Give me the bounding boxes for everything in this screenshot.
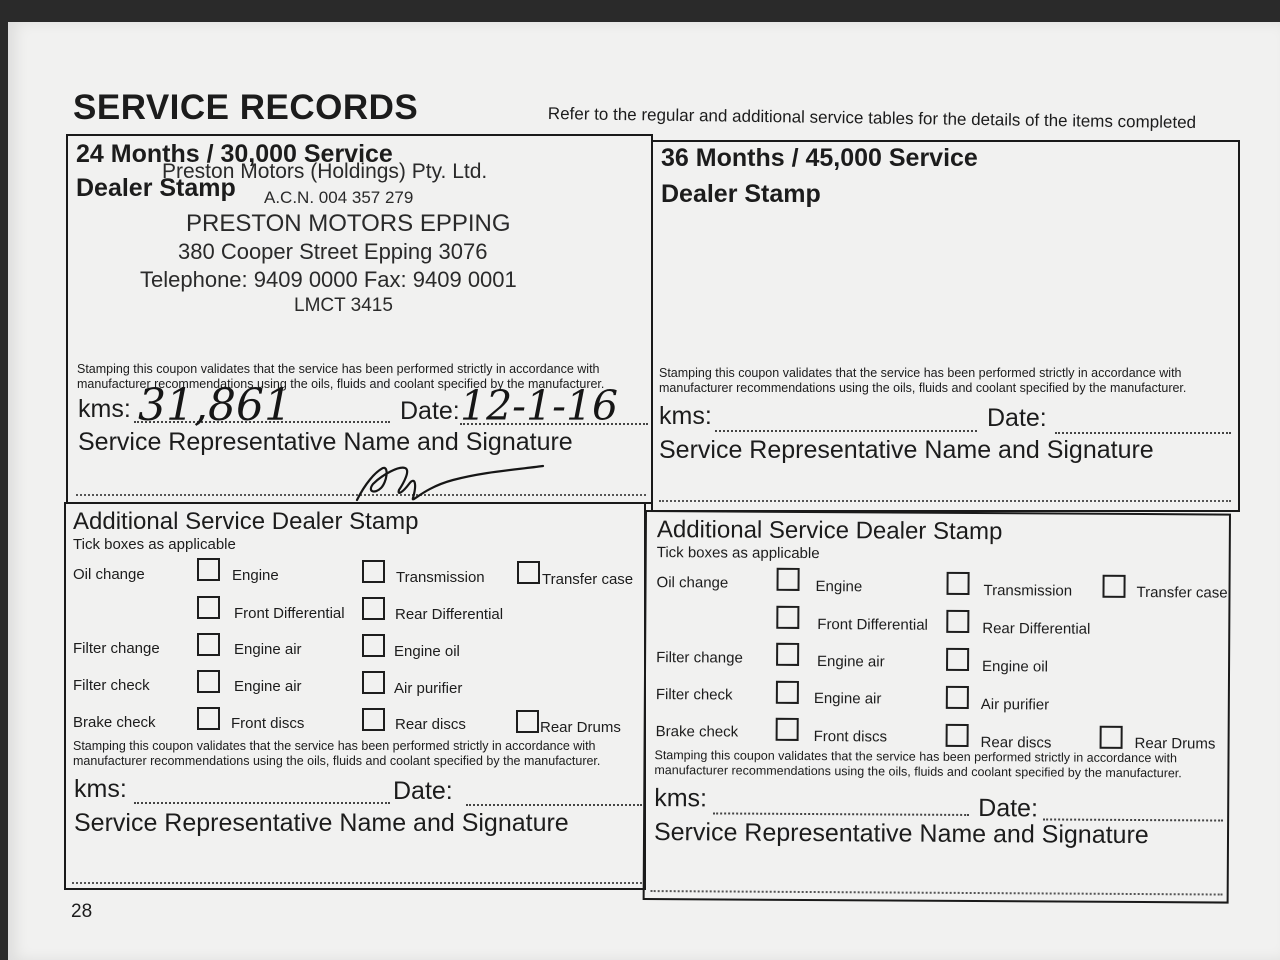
label-transmission: Transmission (396, 569, 485, 586)
checkbox-transmission[interactable] (946, 572, 969, 595)
dealer-stamp-heading: Dealer Stamp (661, 180, 821, 208)
validation-notice: Stamping this coupon validates that the service has been performed strictly in accordance with manufacturer recommendations using the oils, fluids and coolant specified by the manufacturer. (73, 739, 601, 768)
additional-service-card-right (643, 510, 1231, 904)
checkbox-engine-air-check[interactable] (776, 681, 799, 704)
label-engine-air: Engine air (813, 690, 882, 708)
label-engine-oil: Engine oil (394, 643, 460, 660)
rep-signature-label: Service Representative Name and Signature (659, 436, 1154, 464)
checkbox-engine[interactable] (777, 568, 800, 591)
label-transfer-case: Transfer case (542, 571, 634, 588)
row-oil-change: Oil change (73, 566, 145, 583)
rep-signature-label: Service Representative Name and Signature (653, 818, 1149, 850)
checkbox-front-discs[interactable] (776, 718, 799, 741)
label-engine-oil: Engine oil (981, 658, 1048, 676)
checkbox-engine-air-check[interactable] (197, 670, 220, 693)
kms-label: kms: (659, 402, 712, 430)
page-instruction-note: Refer to the regular and additional service tables for the details of the items completed (547, 104, 1197, 133)
validation-notice: Stamping this coupon validates that the service has been performed strictly in accordance with manufacturer recommendations using the oils, fluids and coolant specified by the manufacturer. (659, 366, 1187, 395)
kms-input-line[interactable] (715, 430, 977, 432)
page-title: SERVICE RECORDS (73, 88, 419, 127)
signature-line[interactable] (659, 500, 1231, 502)
label-engine-air: Engine air (234, 678, 302, 695)
date-handwritten-value: 12-1-16 (460, 382, 619, 430)
label-engine-air: Engine air (234, 641, 302, 658)
label-rear-drums: Rear Drums (540, 719, 621, 736)
rep-signature-label: Service Representative Name and Signature (78, 428, 573, 456)
date-label: Date: (978, 794, 1039, 823)
checkbox-rear-discs[interactable] (362, 708, 385, 731)
checkbox-rear-drums[interactable] (1100, 726, 1123, 749)
kms-input-line[interactable] (134, 802, 390, 804)
label-front-discs: Front discs (231, 715, 305, 732)
validation-notice: Stamping this coupon validates that the service has been performed strictly in accordance with manufacturer recommendations using the oils, fluids and coolant specified by the manufacturer. (77, 362, 605, 391)
row-brake-check: Brake check (73, 714, 156, 731)
checkbox-engine-oil[interactable] (362, 634, 385, 657)
checkbox-transmission[interactable] (362, 560, 385, 583)
tick-note: Tick boxes as applicable (656, 544, 820, 563)
checkbox-front-differential[interactable] (197, 596, 220, 619)
checkbox-rear-differential[interactable] (362, 597, 385, 620)
label-engine: Engine (815, 578, 863, 596)
label-rear-differential: Rear Differential (982, 620, 1091, 638)
kms-handwritten-value: 31,861 (138, 380, 292, 431)
checkbox-rear-drums[interactable] (516, 710, 539, 733)
label-rear-drums: Rear Drums (1134, 734, 1216, 753)
stamp-lmct: LMCT 3415 (294, 295, 393, 316)
checkbox-front-discs[interactable] (197, 707, 220, 730)
checkbox-rear-differential[interactable] (946, 610, 969, 633)
dealer-stamp-heading: Dealer Stamp (76, 174, 236, 202)
date-label: Date: (400, 397, 460, 425)
signature-line[interactable] (72, 882, 642, 884)
date-input-line[interactable] (1055, 432, 1231, 434)
checkbox-engine-air-change[interactable] (197, 633, 220, 656)
additional-service-card-left (64, 502, 646, 890)
kms-label: kms: (78, 395, 131, 423)
label-front-differential: Front Differential (817, 616, 928, 634)
label-engine-air: Engine air (817, 653, 885, 671)
label-rear-differential: Rear Differential (395, 606, 504, 623)
stamp-acn: A.C.N. 004 357 279 (264, 188, 414, 207)
service-36-months-card (651, 140, 1240, 512)
kms-label: kms: (654, 784, 708, 813)
checkbox-transfer-case[interactable] (1102, 575, 1125, 598)
kms-input-line[interactable] (713, 812, 969, 816)
stamp-company: Preston Motors (Holdings) Pty. Ltd. (162, 160, 488, 183)
date-label: Date: (987, 404, 1047, 432)
additional-title: Additional Service Dealer Stamp (73, 508, 419, 535)
page-number: 28 (71, 901, 93, 922)
label-front-discs: Front discs (813, 728, 888, 746)
tick-note: Tick boxes as applicable (73, 536, 236, 553)
signature-line[interactable] (651, 890, 1223, 895)
row-filter-check: Filter check (73, 677, 150, 694)
stamp-phone: Telephone: 9409 0000 Fax: 9409 0001 (140, 267, 517, 292)
label-air-purifier: Air purifier (980, 696, 1050, 714)
row-filter-change: Filter change (73, 640, 160, 657)
checkbox-rear-discs[interactable] (946, 724, 969, 747)
row-brake-check: Brake check (655, 723, 739, 741)
validation-notice: Stamping this coupon validates that the service has been performed strictly in accordance with manufacturer recommendations using the oils, fluids and coolant specified by the manufacturer. (654, 748, 1182, 781)
checkbox-front-differential[interactable] (776, 606, 799, 629)
service-36-title: 36 Months / 45,000 Service (661, 144, 978, 172)
date-input-line[interactable] (466, 804, 642, 806)
service-24-months-card (66, 134, 653, 504)
checkbox-engine-air-change[interactable] (776, 643, 799, 666)
label-transmission: Transmission (983, 582, 1073, 600)
checkbox-transfer-case[interactable] (517, 561, 540, 584)
row-oil-change: Oil change (656, 574, 729, 592)
stamp-dealer-name: PRESTON MOTORS EPPING (186, 210, 511, 237)
service-24-title: 24 Months / 30,000 Service (76, 140, 393, 168)
row-filter-check: Filter check (655, 686, 733, 704)
row-filter-change: Filter change (656, 649, 743, 667)
label-rear-discs: Rear discs (395, 716, 466, 733)
label-engine: Engine (232, 567, 279, 584)
date-label: Date: (393, 777, 453, 805)
label-front-differential: Front Differential (234, 605, 345, 622)
additional-title: Additional Service Dealer Stamp (656, 516, 1003, 546)
checkbox-engine-oil[interactable] (946, 648, 969, 671)
label-rear-discs: Rear discs (980, 734, 1052, 752)
label-transfer-case: Transfer case (1136, 584, 1228, 602)
checkbox-air-purifier[interactable] (946, 686, 969, 709)
handwritten-signature (353, 444, 553, 508)
checkbox-air-purifier[interactable] (362, 671, 385, 694)
kms-label: kms: (74, 775, 127, 803)
checkbox-engine[interactable] (197, 558, 220, 581)
rep-signature-label: Service Representative Name and Signature (74, 809, 569, 837)
label-air-purifier: Air purifier (394, 680, 463, 697)
stamp-address: 380 Cooper Street Epping 3076 (178, 239, 488, 264)
